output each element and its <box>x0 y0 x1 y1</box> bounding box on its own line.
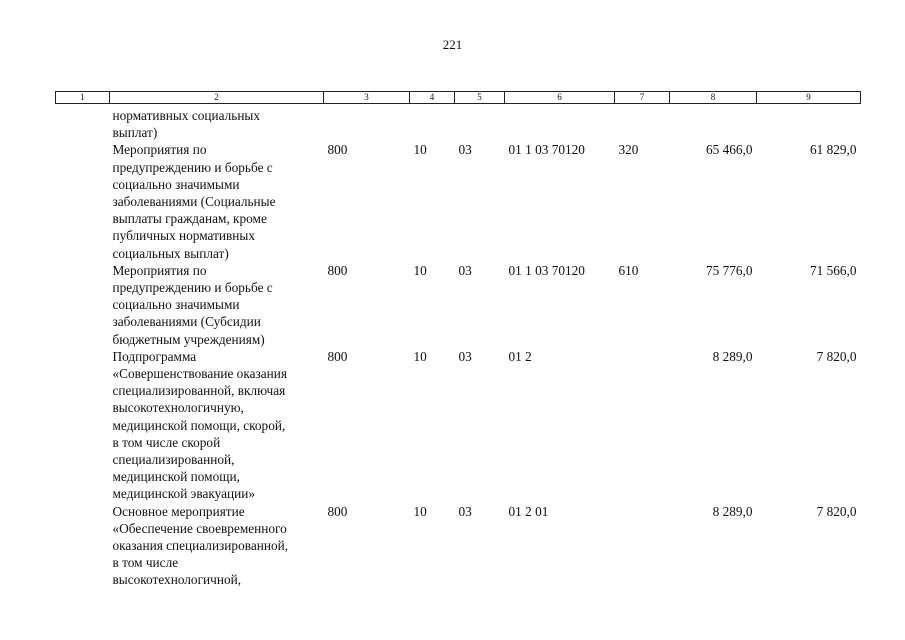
cell-c7: 610 <box>618 262 639 278</box>
cell-c3: 800 <box>327 503 348 519</box>
cell-c5: 03 <box>458 142 472 158</box>
cell-col1 <box>56 348 110 503</box>
name-line: оказания специализированной, <box>112 538 289 554</box>
column-header: 9 <box>757 92 861 104</box>
cell-c5: 03 <box>458 348 472 364</box>
column-header: 4 <box>410 92 455 104</box>
cell-c8: 75 776,0 <box>705 262 753 278</box>
cell-name <box>110 503 324 589</box>
cell-c5 <box>455 104 505 142</box>
cell-name <box>110 262 324 348</box>
column-header: 1 <box>56 92 110 104</box>
cell-c6: 01 1 03 70120 <box>508 142 585 158</box>
cell-col1 <box>56 262 110 348</box>
name-line: медицинской эвакуации» <box>112 486 255 502</box>
cell-c4 <box>410 104 455 142</box>
cell-c5: 03 <box>458 503 472 519</box>
name-line: «Совершенствование оказания <box>112 366 287 382</box>
column-header: 2 <box>110 92 324 104</box>
cell-c4: 10 <box>413 142 427 158</box>
cell-c9: 7 820,0 <box>816 348 857 364</box>
cell-col1 <box>56 503 110 589</box>
cell-c8: 8 289,0 <box>712 348 753 364</box>
table-row <box>56 348 861 503</box>
column-header: 6 <box>505 92 615 104</box>
name-line: высокотехнологичную, <box>112 400 244 416</box>
name-line: предупреждению и борьбе с <box>112 280 273 296</box>
cell-c5: 03 <box>458 262 472 278</box>
cell-c3: 800 <box>327 262 348 278</box>
table-row <box>56 262 861 348</box>
name-line: специализированной, включая <box>112 383 286 399</box>
cell-c3 <box>324 104 410 142</box>
name-line: в том числе <box>112 555 179 571</box>
cell-c6: 01 1 03 70120 <box>508 262 585 278</box>
cell-c3: 800 <box>327 348 348 364</box>
column-header: 8 <box>670 92 757 104</box>
table-row <box>56 141 861 261</box>
cell-col1 <box>56 104 110 142</box>
name-line: нормативных социальных <box>112 108 261 123</box>
name-line: предупреждению и борьбе с <box>112 159 273 175</box>
cell-c6: 01 2 01 <box>508 503 549 519</box>
cell-c9: 7 820,0 <box>816 503 857 519</box>
name-line: Мероприятия по <box>112 262 207 278</box>
column-number-header <box>56 92 861 104</box>
column-header: 5 <box>455 92 505 104</box>
cell-c7: 320 <box>618 142 639 158</box>
name-line: медицинской помощи, <box>112 469 240 485</box>
cell-c9 <box>757 104 861 142</box>
table-body <box>56 104 861 589</box>
column-header: 3 <box>324 92 410 104</box>
table-row <box>56 503 861 589</box>
name-line: социально значимыми <box>112 176 240 192</box>
cell-c9: 71 566,0 <box>809 262 857 278</box>
cell-c4: 10 <box>413 503 427 519</box>
name-line: высокотехнологичной, <box>112 572 242 588</box>
name-line: выплаты гражданам, кроме <box>112 211 267 227</box>
name-line: Основное мероприятие <box>112 503 245 519</box>
name-line: социально значимыми <box>112 297 240 313</box>
cell-c8: 65 466,0 <box>705 142 753 158</box>
name-line: социальных выплат) <box>112 245 229 261</box>
cell-c6 <box>505 104 615 142</box>
cell-c3: 800 <box>327 142 348 158</box>
name-line: Подпрограмма <box>112 348 197 364</box>
cell-c4: 10 <box>413 348 427 364</box>
name-line: заболеваниями (Социальные <box>112 194 276 210</box>
cell-c7 <box>615 503 670 589</box>
cell-c7 <box>615 104 670 142</box>
cell-col1 <box>56 141 110 261</box>
name-line: «Обеспечение своевременного <box>112 520 287 536</box>
name-line: публичных нормативных <box>112 228 255 244</box>
budget-table <box>55 91 861 589</box>
cell-c9: 61 829,0 <box>809 142 857 158</box>
page-number: 221 <box>442 37 463 52</box>
name-line: бюджетным учреждениям) <box>112 331 265 347</box>
name-line: в том числе скорой <box>112 434 221 450</box>
cell-name <box>110 104 324 142</box>
name-line: специализированной, <box>112 452 235 468</box>
cell-c4: 10 <box>413 262 427 278</box>
name-line: выплат) <box>112 125 158 141</box>
cell-c8: 8 289,0 <box>712 503 753 519</box>
cell-c8 <box>670 104 757 142</box>
table-row <box>56 104 861 142</box>
cell-c6: 01 2 <box>508 348 532 364</box>
cell-name <box>110 141 324 261</box>
cell-name <box>110 348 324 503</box>
name-line: медицинской помощи, скорой, <box>112 417 286 433</box>
column-header: 7 <box>615 92 670 104</box>
name-line: Мероприятия по <box>112 142 207 158</box>
cell-c7 <box>615 348 670 503</box>
name-line: заболеваниями (Субсидии <box>112 314 261 330</box>
